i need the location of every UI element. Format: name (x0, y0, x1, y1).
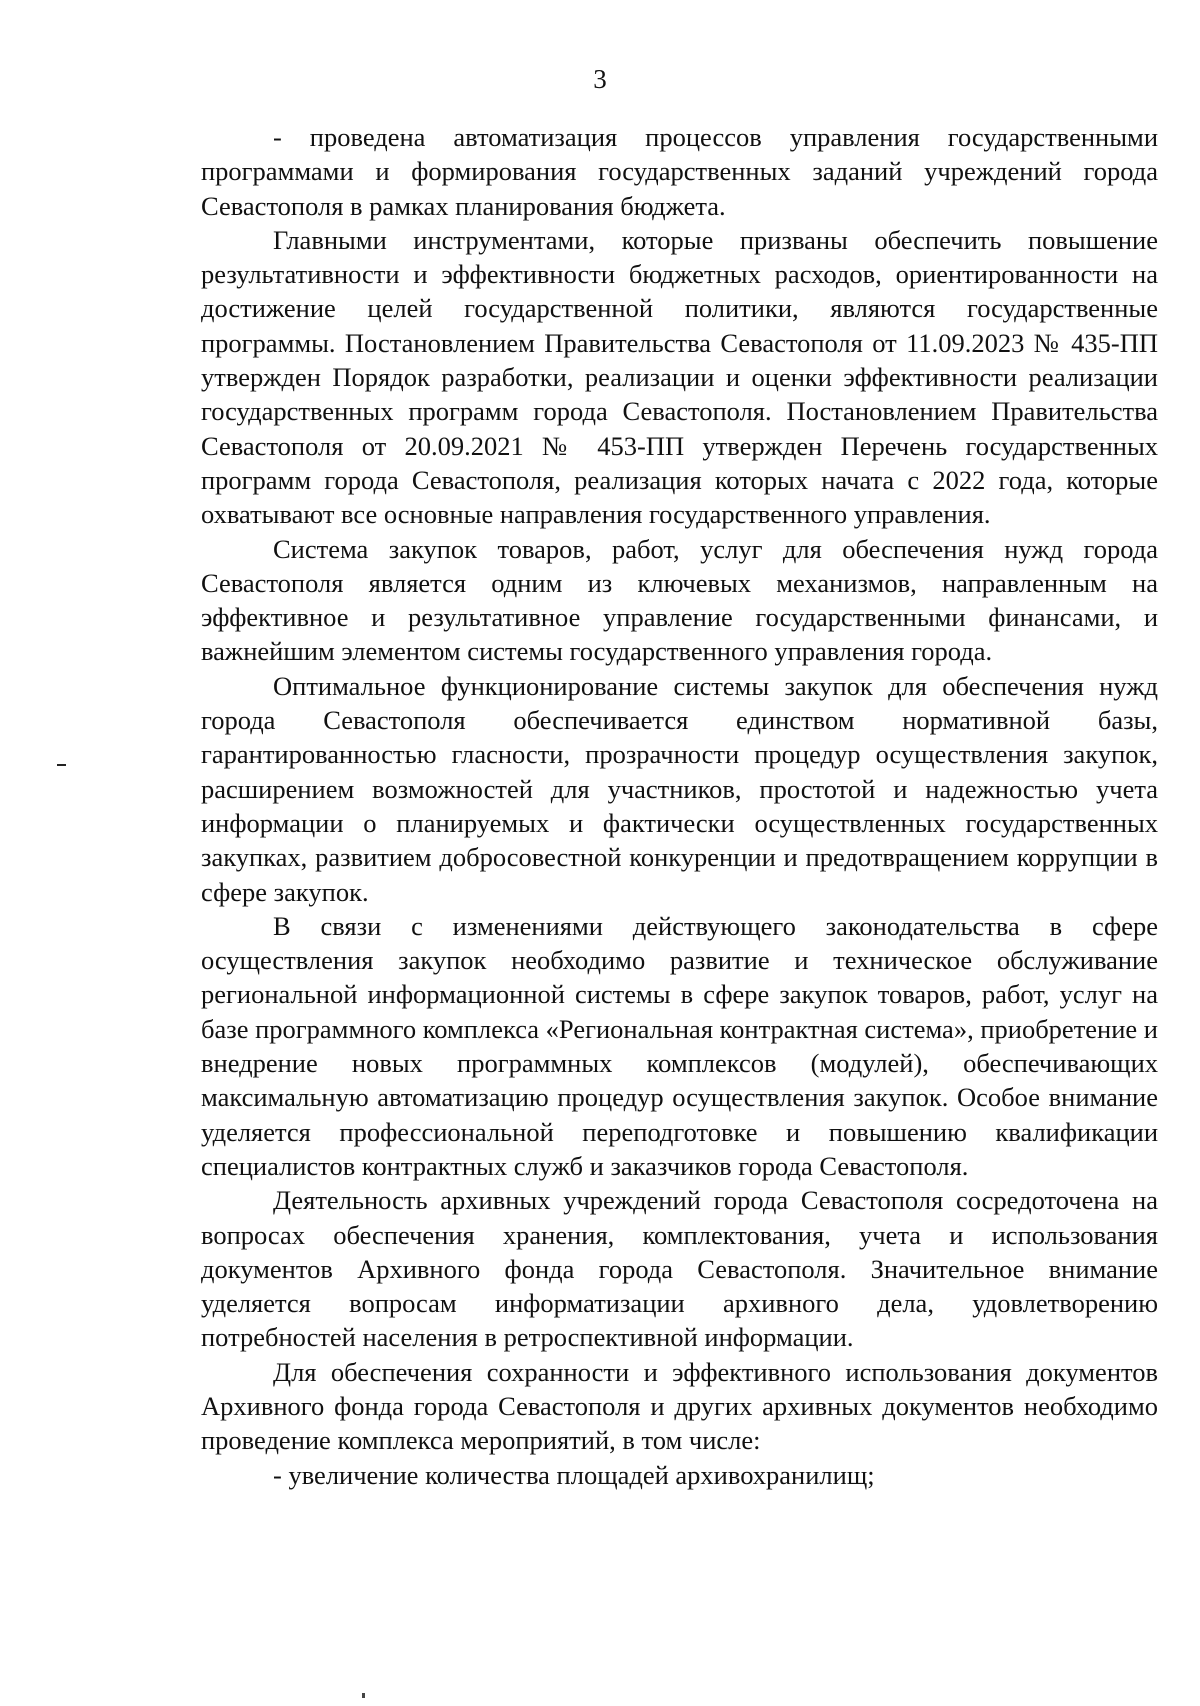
paragraph-legislation-changes: В связи с изменениями действующего законодательства в сфере осуществления закупок необходимо развитие и техническое обслуживание региональной информационной системы в сфере закупок товаров, работ, услуг на базе программного комплекса «Региональная контрактная система», приобретение и внедрение новых программных комплексов (модулей), обеспечивающих максимальную автоматизацию процедур осуществления закупок. Особое внимание уделяется профессиональной переподготовке и повышению квалификации специалистов контрактных служб и заказчиков города Севастополя. (201, 910, 1158, 1181)
paragraph-list-item-storage: - увеличение количества площадей архивохранилищ; (273, 1459, 875, 1490)
paragraph-procurement-system: Система закупок товаров, работ, услуг для обеспечения нужд города Севастополя является одним из ключевых механизмов, направленным на эффективное и результативное управление государственными финансами, и важнейшим элементом системы государственного управления города. (201, 533, 1158, 667)
scan-speck (362, 1693, 365, 1698)
paragraph-archive-measures: Для обеспечения сохранности и эффективного использования документов Архивного фонда города Севастополя и других архивных документов необходимо проведение комплекса мероприятий, в том числе: (201, 1356, 1158, 1456)
paragraph-optimal-functioning: Оптимальное функционирование системы закупок для обеспечения нужд города Севастополя обеспечивается единством нормативной базы, гарантированностью гласности, прозрачности процедур осуществления закупок, расширением возможностей для участников, простотой и надежностью учета информации о планируемых и фактически осуществленных государственных закупках, развитием добросовестной конкуренции и предотвращением коррупции в сфере закупок. (201, 670, 1158, 907)
margin-dash-mark (57, 764, 66, 766)
page-number: 3 (593, 64, 607, 94)
paragraph-state-programs: Главными инструментами, которые призваны обеспечить повышение результативности и эффективности бюджетных расходов, ориентированности на достижение целей государственной политики, являются государственные программы. Постановлением Правительства Севастополя от 11.09.2023 № 435-ПП утвержден Порядок разработки, реализации и оценки эффективности реализации государственных программ города Севастополя. Постановлением Правительства Севастополя от 20.09.2021 № 453-ПП утвержден Перечень государственных программ города Севастополя, реализация которых начата с 2022 года, которые охватывают все основные направления государственного управления. (201, 224, 1158, 530)
paragraph-automation: - проведена автоматизация процессов управления государственными программами и формирования государственных заданий учреждений города Севастополя в рамках планирования бюджета. (201, 122, 1158, 221)
paragraph-archives: Деятельность архивных учреждений города Севастополя сосредоточена на вопросах обеспечения хранения, комплектования, учета и использования документов Архивного фонда города Севастополя. Значительное внимание уделяется вопросам информатизации архивного дела, удовлетворению потребностей населения в ретроспективной информации. (201, 1185, 1158, 1353)
document-body (201, 120, 1158, 1492)
